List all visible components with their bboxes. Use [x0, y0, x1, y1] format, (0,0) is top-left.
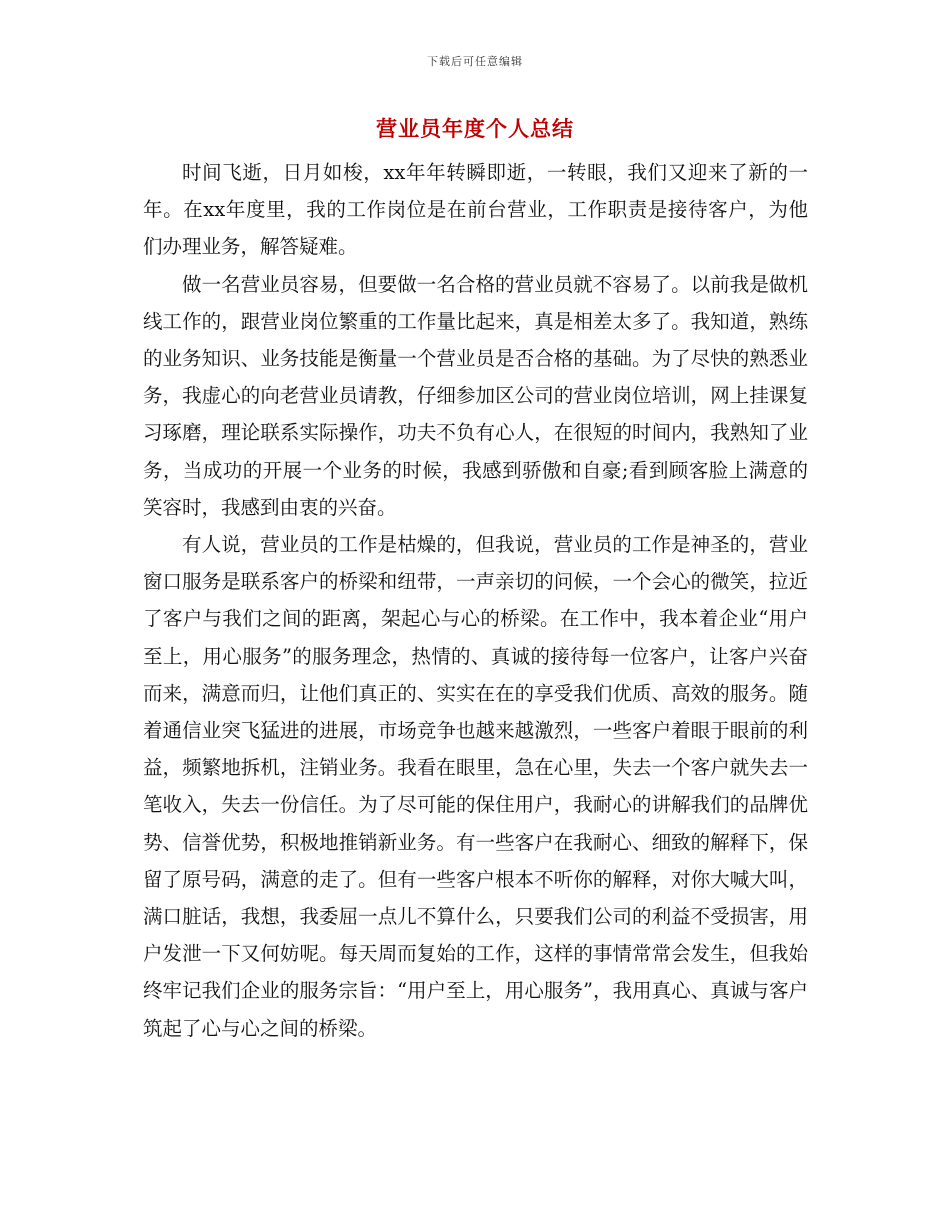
paragraph-3: 有人说，营业员的工作是枯燥的，但我说，营业员的工作是神圣的，营业窗口服务是联系客户的桥梁和纽带，一声亲切的问候，一个会心的微笑，拉近了客户与我们之间的距离，架起心与心的桥梁。在工作中，我本着企业“用户至上，用心服务”的服务理念，热情的、真诚的接待每一位客户，让客户兴奋而来，满意而归，让他们真正的、实实在在的享受我们优质、高效的服务。随着通信业突飞猛进的进展，市场竞争也越来越激烈，一些客户着眼于眼前的利益，频繁地拆机，注销业务。我看在眼里，急在心里，失去一个客户就失去一笔收入，失去一份信任。为了尽可能的保住用户，我耐心的讲解我们的品牌优势、信誉优势，积极地推销新业务。有一些客户在我耐心、细致的解释下，保留了原号码，满意的走了。但有一些客户根本不听你的解释，对你大喊大叫，满口脏话，我想，我委屈一点儿不算什么，只要我们公司的利益不受损害，用户发泄一下又何妨呢。每天周而复始的工作，这样的事情常常会发生，但我始终牢记我们企业的服务宗旨：“用户至上，用心服务”，我用真心、真诚与客户筑起了心与心之间的桥梁。 — [143, 533, 808, 1040]
document-body — [143, 154, 808, 1047]
paragraph-1: 时间飞逝，日月如梭，xx年年转瞬即逝，一转眼，我们又迎来了新的一年。在xx年度里，我的工作岗位是在前台营业，工作职责是接待客户，为他们办理业务，解答疑难。 — [143, 161, 808, 259]
page-header: 下载后可任意编辑 — [427, 55, 523, 68]
paragraph-2: 做一名营业员容易，但要做一名合格的营业员就不容易了。以前我是做机线工作的，跟营业岗位繁重的工作量比起来，真是相差太多了。我知道，熟练的业务知识、业务技能是衡量一个营业员是否合格的基础。为了尽快的熟悉业务，我虚心的向老营业员请教，仔细参加区公司的营业岗位培训，网上挂课复习琢磨，理论联系实际操作，功夫不负有心人，在很短的时间内，我熟知了业务，当成功的开展一个业务的时候，我感到骄傲和自豪;看到顾客脸上满意的笑容时，我感到由衷的兴奋。 — [143, 272, 808, 519]
document-title: 营业员年度个人总结 — [376, 116, 574, 141]
